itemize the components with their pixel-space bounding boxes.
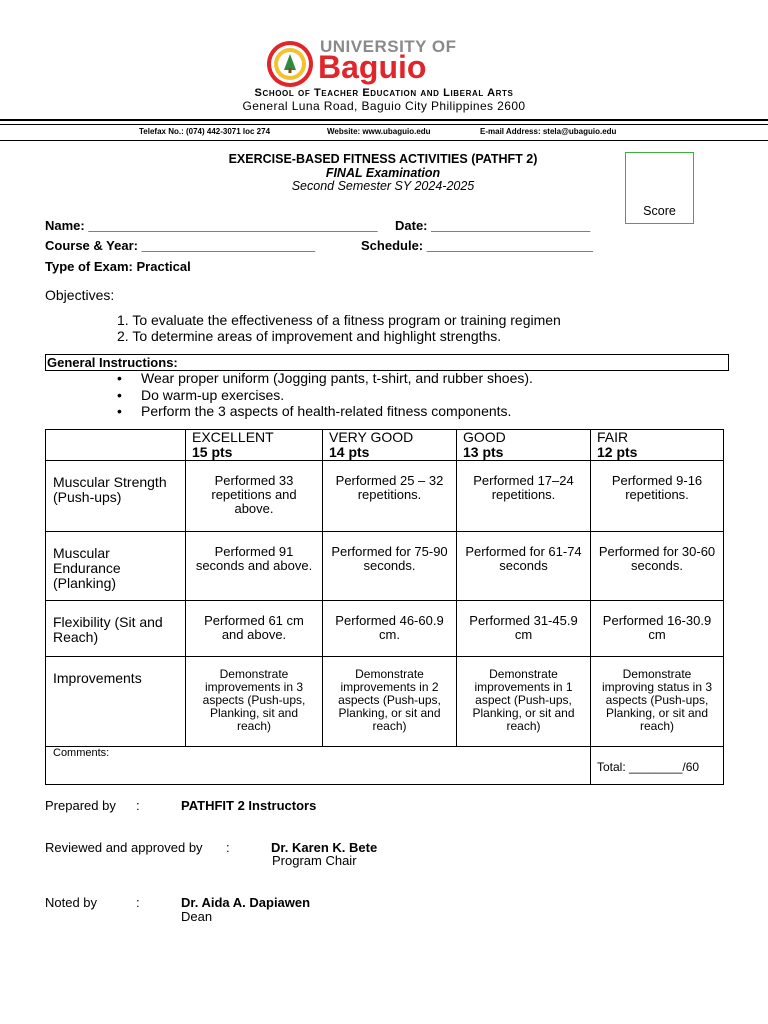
table-corner-cell xyxy=(46,430,186,461)
prepared-by-label: Prepared by xyxy=(45,798,116,813)
table-row xyxy=(46,747,724,785)
exam-title: EXERCISE-BASED FITNESS ACTIVITIES (PATHFT 2) xyxy=(228,152,538,166)
school-name: School of Teacher Education and Liberal Arts xyxy=(254,87,514,99)
comments-label: Comments: xyxy=(53,747,110,759)
score-label: Score xyxy=(643,204,676,218)
header-divider-thin xyxy=(0,124,768,125)
noted-by-label: Noted by xyxy=(45,895,98,910)
prepared-by-name: PATHFIT 2 Instructors xyxy=(181,798,317,813)
telefax: Telefax No.: (074) 442-3071 loc 274 xyxy=(139,127,271,136)
table-cell: Performed 33 repetitions and above. xyxy=(186,461,323,532)
university-seal-logo xyxy=(266,40,314,88)
objective-item: 2. To determine areas of improvement and highlight strengths. xyxy=(117,328,502,344)
table-cell: Performed 25 – 32 repetitions. xyxy=(323,461,457,532)
general-instructions-label: General Instructions: xyxy=(47,355,178,370)
table-cell: Demonstrate improving status in 3 aspects (Push-ups, Planking, or sit and reach) xyxy=(591,657,724,747)
school-address: General Luna Road, Baguio City Philippines 2600 xyxy=(242,99,526,113)
list-item: • Perform the 3 aspects of health-related fitness components. xyxy=(117,403,512,419)
header-divider-thick xyxy=(0,119,768,121)
table-cell: Performed 61 cm and above. xyxy=(186,601,323,657)
rubric-table xyxy=(45,429,724,785)
table-cell: Performed 46-60.9 cm. xyxy=(323,601,457,657)
objective-item: 1. To evaluate the effectiveness of a fitness program or training regimen xyxy=(117,312,561,328)
table-cell: Performed for 30-60 seconds. xyxy=(591,532,724,601)
table-row xyxy=(46,461,724,532)
colon-separator: : xyxy=(226,840,230,855)
noted-by-name: Dr. Aida A. Dapiawen xyxy=(181,895,311,910)
table-cell: Performed for 75-90 seconds. xyxy=(323,532,457,601)
bullet-icon: • xyxy=(117,403,122,419)
table-cell: Performed 17–24 repetitions. xyxy=(457,461,591,532)
criterion-muscular-strength: Muscular Strength (Push-ups) xyxy=(46,461,186,532)
schedule-field[interactable]: Schedule: _______________________ xyxy=(361,238,594,253)
course-year-field[interactable]: Course & Year: ________________________ xyxy=(45,238,316,253)
contact-divider xyxy=(0,140,768,141)
level-excellent: EXCELLENT 15 pts xyxy=(186,430,323,461)
table-cell: Demonstrate improvements in 2 aspects (Push-ups, Planking, or sit and reach) xyxy=(323,657,457,747)
table-header-row xyxy=(46,430,724,461)
table-row xyxy=(46,657,724,747)
reviewed-by-label: Reviewed and approved by xyxy=(45,840,203,855)
table-row xyxy=(46,601,724,657)
level-good: GOOD 13 pts xyxy=(457,430,591,461)
website: Website: www.ubaguio.edu xyxy=(327,127,431,136)
reviewed-by-name: Dr. Karen K. Bete xyxy=(271,840,378,855)
reviewed-by-title: Program Chair xyxy=(272,853,357,868)
email-address: E-mail Address: stela@ubaguio.edu xyxy=(480,127,617,136)
table-cell: Demonstrate improvements in 3 aspects (Push-ups, Planking, sit and reach) xyxy=(186,657,323,747)
objectives-list xyxy=(117,312,561,344)
date-field[interactable]: Date: ______________________ xyxy=(395,218,591,233)
table-cell: Demonstrate improvements in 1 aspect (Push-ups, Planking, or sit and reach) xyxy=(457,657,591,747)
noted-by-title: Dean xyxy=(181,909,213,924)
table-row xyxy=(46,532,724,601)
table-cell: Performed 91 seconds and above. xyxy=(186,532,323,601)
objectives-label: Objectives: xyxy=(45,287,115,303)
table-cell: Performed 16-30.9 cm xyxy=(591,601,724,657)
level-fair: FAIR 12 pts xyxy=(591,430,724,461)
bullet-icon: • xyxy=(117,370,122,386)
comments-cell[interactable] xyxy=(46,747,591,785)
table-cell: Performed for 61-74 seconds xyxy=(457,532,591,601)
criterion-muscular-endurance: Muscular Endurance (Planking) xyxy=(46,532,186,601)
exam-subtitle: FINAL Examination xyxy=(325,166,441,180)
table-cell: Performed 9-16 repetitions. xyxy=(591,461,724,532)
type-of-exam: Type of Exam: Practical xyxy=(45,259,191,274)
list-item: • Do warm-up exercises. xyxy=(117,386,285,403)
name-field[interactable]: Name: ________________________________________ xyxy=(45,218,378,233)
total-cell[interactable]: Total: ________/60 xyxy=(591,747,724,785)
table-cell: Performed 31-45.9 cm xyxy=(457,601,591,657)
list-item: • Wear proper uniform (Jogging pants, t-shirt, and rubber shoes). xyxy=(117,370,533,386)
exam-semester: Second Semester SY 2024-2025 xyxy=(291,179,475,193)
criterion-flexibility: Flexibility (Sit and Reach) xyxy=(46,601,186,657)
bullet-icon: • xyxy=(117,386,122,403)
university-name-main: Baguio xyxy=(318,49,427,85)
instructions-list xyxy=(117,370,533,420)
criterion-improvements: Improvements xyxy=(46,657,186,747)
university-name-top: UNIVERSITY OF xyxy=(320,37,457,56)
colon-separator: : xyxy=(136,798,140,813)
level-very-good: VERY GOOD 14 pts xyxy=(323,430,457,461)
colon-separator: : xyxy=(136,895,140,910)
